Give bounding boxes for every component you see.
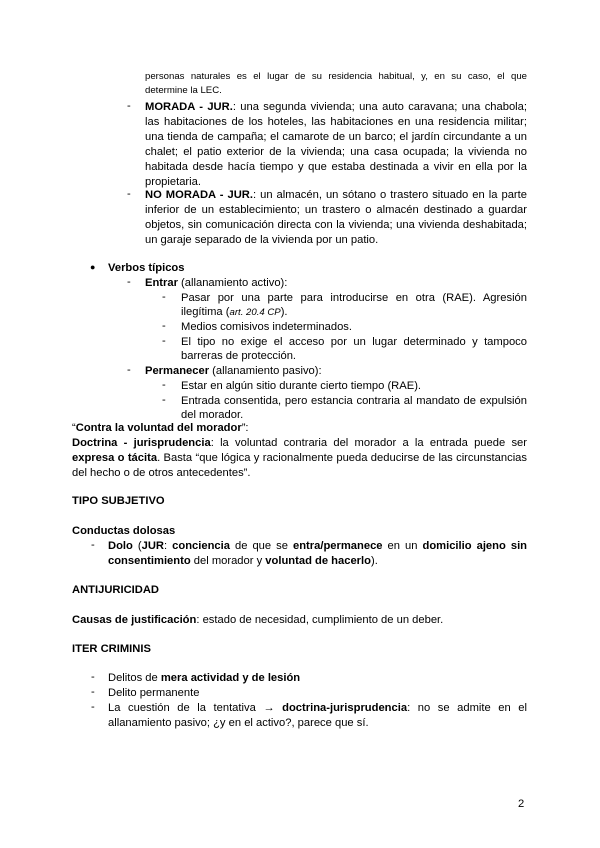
t: : no se admite en el bbox=[407, 702, 527, 714]
entrar-item-1-end: ). bbox=[280, 306, 288, 318]
permanecer-item-2-line-1: Entrada consentida, pero estancia contraria al mandato de expulsión bbox=[181, 395, 527, 407]
morada-line-6: propietaria. bbox=[145, 176, 201, 188]
legal-reference: art. 20.4 CP bbox=[229, 307, 281, 318]
jur-label: JUR bbox=[141, 540, 164, 552]
morada-line-2: las habitaciones de los hoteles, las habitaciones en una residencia militar; bbox=[145, 116, 527, 128]
contra-text-1: : la voluntad contraria del morador a la entrada puede ser bbox=[210, 437, 527, 449]
morada-label: MORADA - JUR. bbox=[145, 101, 233, 113]
morada-line-3: una tienda de campaña; el camarote de un barco; el jardín circundante a un bbox=[145, 131, 527, 143]
no-morada-text: : un almacén, un sótano o trastero situado en la parte bbox=[252, 189, 527, 201]
entrar-line bbox=[145, 276, 287, 290]
entrar-item-1-line-2 bbox=[181, 305, 288, 320]
iter-item-3-line-2: allanamiento pasivo; ¿y en el activo?, parece que sí. bbox=[108, 717, 369, 729]
tipo-subjetivo-heading: TIPO SUBJETIVO bbox=[72, 495, 165, 507]
t: ). bbox=[370, 555, 378, 567]
domicilio-ajeno: domicilio ajeno sin bbox=[422, 540, 528, 552]
dash-bullet: - bbox=[91, 701, 95, 713]
morada-text: : una segunda vivienda; una auto caravana; una chabola; bbox=[232, 101, 527, 113]
dash-bullet: - bbox=[162, 320, 166, 332]
entra-permanece: entra/permanece bbox=[292, 540, 383, 552]
entrar-label: Entrar bbox=[145, 277, 178, 289]
verbos-heading: Verbos típicos bbox=[108, 262, 185, 274]
contra-p-line-2 bbox=[72, 451, 527, 465]
causas-label: Causas de justificación bbox=[72, 614, 197, 626]
permanecer-item-1: Estar en algún sitio durante cierto tiempo (RAE). bbox=[181, 380, 422, 392]
entrar-item-1-text: ilegítima ( bbox=[181, 306, 230, 318]
entrar-item-3-line-2: barreras de protección. bbox=[181, 350, 297, 362]
dolo-line-1 bbox=[108, 539, 527, 553]
page-number: 2 bbox=[518, 798, 525, 810]
top-line-1: personas naturales es el lugar de su residencia habitual, y, en su caso, el que bbox=[145, 71, 527, 82]
causas-text: : estado de necesidad, cumplimiento de un deber. bbox=[196, 614, 444, 626]
permanecer-item-2-line-2: del morador. bbox=[181, 409, 244, 421]
entrar-item-1-line-1: Pasar por una parte para introducirse en otra (RAE). Agresión bbox=[181, 292, 527, 304]
conductas-dolosas-heading: Conductas dolosas bbox=[72, 525, 176, 537]
iter-item-3-line-1 bbox=[108, 701, 527, 715]
contra-p-line-3: del hecho o de otros antecedentes”. bbox=[72, 467, 251, 479]
contra-p-line-1 bbox=[72, 436, 527, 450]
dash-bullet: - bbox=[127, 364, 131, 376]
no-morada-line-2: inferior de un establecimiento; un trastero o almacén destinado a guardar bbox=[145, 204, 527, 216]
t: en un bbox=[382, 540, 423, 552]
permanecer-note: (allanamiento pasivo): bbox=[209, 365, 322, 377]
no-morada-line-3: objetos, sin comunicación directa con la vivienda; una vivienda deshabitada; bbox=[145, 219, 527, 231]
t: : bbox=[164, 540, 173, 552]
dolo-label: Dolo bbox=[108, 540, 133, 552]
t: ( bbox=[132, 540, 142, 552]
dash-bullet: - bbox=[162, 291, 166, 303]
expresa-tacita: expresa o tácita bbox=[72, 452, 158, 464]
no-morada-line-1 bbox=[145, 188, 527, 202]
entrar-item-2: Medios comisivos indeterminados. bbox=[181, 321, 352, 333]
permanecer-line bbox=[145, 364, 322, 378]
dash-bullet: - bbox=[127, 100, 131, 112]
t: de que se bbox=[229, 540, 293, 552]
no-morada-line-4: un garaje separado de la vivienda por un patio. bbox=[145, 234, 379, 246]
mera-actividad: mera actividad y de lesión bbox=[160, 672, 301, 684]
voluntad: voluntad de hacerlo bbox=[265, 555, 371, 567]
t: Delitos de bbox=[108, 672, 161, 684]
dash-bullet: - bbox=[127, 276, 131, 288]
contra-text-2: . Basta “que lógica y racionalmente pueda deducirse de las circunstancias bbox=[157, 452, 527, 464]
conciencia: conciencia bbox=[172, 540, 230, 552]
t: La cuestión de la tentativa → bbox=[108, 702, 283, 714]
permanecer-label: Permanecer bbox=[145, 365, 210, 377]
contra-title: Contra la voluntad del morador bbox=[75, 422, 242, 434]
iter-item-1 bbox=[108, 671, 300, 685]
dash-bullet: - bbox=[162, 379, 166, 391]
iter-item-2: Delito permanente bbox=[108, 687, 200, 699]
iter-criminis-heading: ITER CRIMINIS bbox=[72, 643, 151, 655]
dash-bullet: - bbox=[162, 394, 166, 406]
morada-line-1 bbox=[145, 100, 527, 114]
t: del morador y bbox=[190, 555, 266, 567]
open-quote: “ bbox=[72, 422, 76, 434]
dash-bullet: - bbox=[91, 671, 95, 683]
dolo-line-2 bbox=[108, 554, 378, 568]
dash-bullet: - bbox=[127, 188, 131, 200]
doctrina-label: Doctrina - jurisprudencia bbox=[72, 437, 211, 449]
morada-line-5: habitada desde hacía tiempo y que estaba destinada a vivir en ella por la bbox=[145, 161, 527, 173]
close-quote: ”: bbox=[241, 422, 249, 434]
entrar-note: (allanamiento activo): bbox=[177, 277, 288, 289]
causas-line bbox=[72, 613, 443, 627]
bullet-icon: ● bbox=[90, 262, 96, 272]
dash-bullet: - bbox=[162, 335, 166, 347]
antijuricidad-heading: ANTIJURICIDAD bbox=[72, 584, 160, 596]
top-line-2: determine la LEC. bbox=[145, 85, 222, 96]
dash-bullet: - bbox=[91, 686, 95, 698]
consentimiento: consentimiento bbox=[108, 555, 191, 567]
contra-heading bbox=[72, 421, 249, 435]
doctrina-jurisprudencia: doctrina-jurisprudencia bbox=[282, 702, 408, 714]
no-morada-label: NO MORADA - JUR. bbox=[145, 189, 253, 201]
entrar-item-3-line-1: El tipo no exige el acceso por un lugar determinado y tampoco bbox=[181, 336, 527, 348]
morada-line-4: chalet; el patio exterior de la vivienda; una casa ocupada; la vivienda no bbox=[145, 146, 527, 158]
dash-bullet: - bbox=[91, 539, 95, 551]
